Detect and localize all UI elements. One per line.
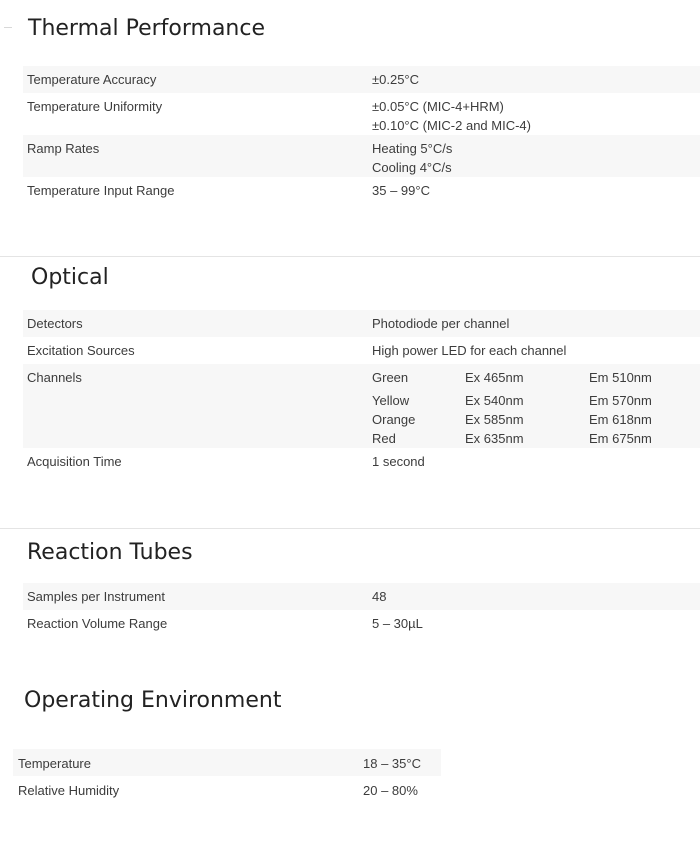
channel-emission: Em 618nm (589, 412, 652, 427)
spec-label-reaction-volume-range: Reaction Volume Range (27, 616, 168, 631)
section-title-operating-environment: Operating Environment (24, 688, 282, 713)
spec-label-temperature-uniformity: Temperature Uniformity (27, 99, 163, 114)
spec-label-detectors: Detectors (27, 316, 83, 331)
spec-value-samples-per-instrument: 48 (372, 589, 387, 604)
section-divider (0, 256, 700, 257)
channel-excitation: Ex 585nm (465, 412, 524, 427)
channel-emission: Em 510nm (589, 370, 652, 385)
channel-name: Orange (372, 412, 416, 427)
spec-value-uniformity-line-2: ±0.10°C (MIC-2 and MIC-4) (372, 118, 531, 133)
spec-label-channels: Channels (27, 370, 82, 385)
spec-value-acquisition-time: 1 second (372, 454, 425, 469)
spec-label-excitation-sources: Excitation Sources (27, 343, 135, 358)
spec-label-temperature: Temperature (18, 756, 91, 771)
channel-emission: Em 570nm (589, 393, 652, 408)
row-stripe (23, 310, 700, 337)
channel-emission: Em 675nm (589, 431, 652, 446)
spec-label-ramp-rates: Ramp Rates (27, 141, 100, 156)
spec-value-detectors: Photodiode per channel (372, 316, 510, 331)
section-title-optical: Optical (31, 265, 109, 290)
spec-value-excitation-sources: High power LED for each channel (372, 343, 567, 358)
spec-value-uniformity-line-1: ±0.05°C (MIC-4+HRM) (372, 99, 504, 114)
channel-excitation: Ex 635nm (465, 431, 524, 446)
spec-label-temperature-input-range: Temperature Input Range (27, 183, 175, 198)
section-divider (0, 528, 700, 529)
decorative-dash (4, 27, 12, 28)
spec-label-relative-humidity: Relative Humidity (18, 783, 120, 798)
section-title-thermal: Thermal Performance (28, 16, 266, 41)
channel-excitation: Ex 540nm (465, 393, 524, 408)
spec-label-acquisition-time: Acquisition Time (27, 454, 122, 469)
spec-value-ramp-heating: Heating 5°C/s (372, 141, 453, 156)
spec-label-temperature-accuracy: Temperature Accuracy (27, 72, 157, 87)
channel-name: Green (372, 370, 409, 385)
channel-excitation: Ex 465nm (465, 370, 524, 385)
spec-value-temperature: 18 – 35°C (363, 756, 421, 771)
spec-value-relative-humidity: 20 – 80% (363, 783, 418, 798)
spec-value-reaction-volume-range: 5 – 30µL (372, 616, 423, 631)
channel-name: Red (372, 431, 396, 446)
spec-value-temperature-input-range: 35 – 99°C (372, 183, 430, 198)
row-stripe (23, 135, 700, 177)
spec-label-samples-per-instrument: Samples per Instrument (27, 589, 166, 604)
spec-value-temperature-accuracy: ±0.25°C (372, 72, 420, 87)
channel-name: Yellow (372, 393, 410, 408)
section-title-reaction-tubes: Reaction Tubes (27, 540, 193, 565)
spec-value-ramp-cooling: Cooling 4°C/s (372, 160, 452, 175)
